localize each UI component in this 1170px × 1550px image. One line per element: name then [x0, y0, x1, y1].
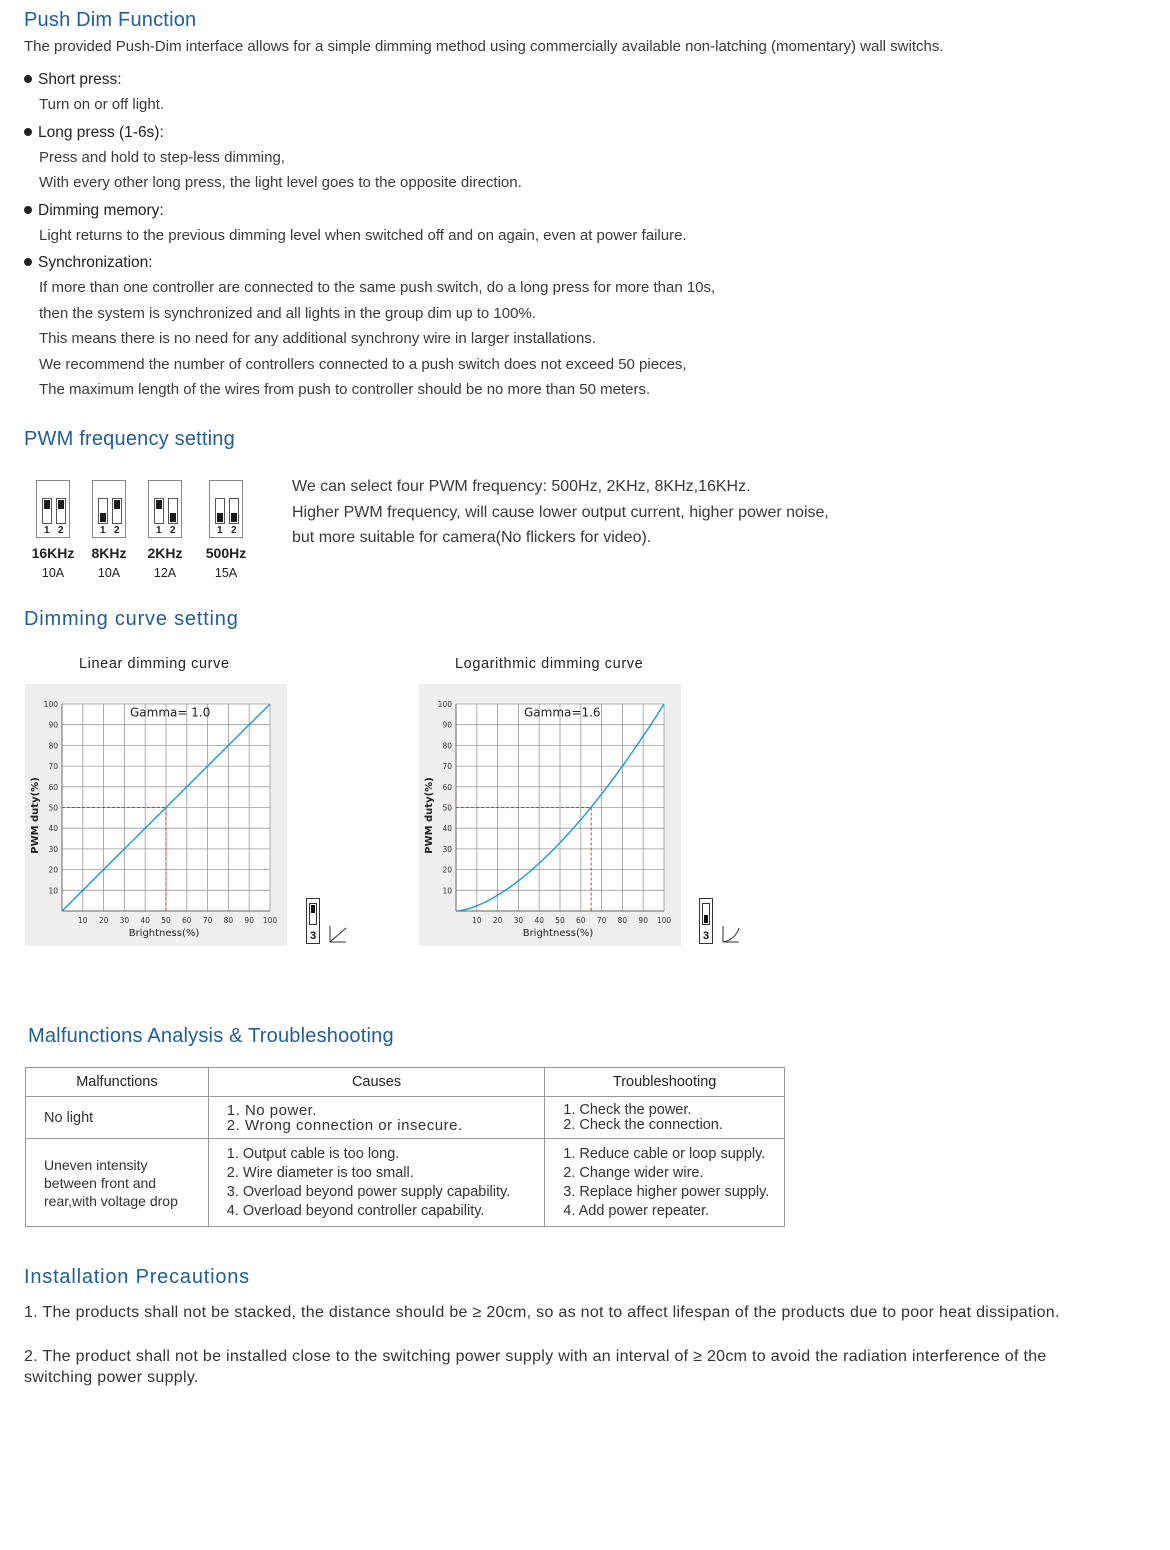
switch-number: 1 — [217, 525, 223, 536]
switch-number: 1 — [44, 525, 50, 536]
linear-chart-title: Linear dimming curve — [79, 656, 230, 672]
x-tick-label: 80 — [617, 916, 628, 925]
malfunction-cell: Uneven intensity between front and rear,with voltage drop — [44, 1156, 178, 1209]
y-tick-label: 70 — [48, 762, 58, 772]
y-tick-label: 80 — [48, 741, 58, 751]
switch-knob-down — [704, 915, 708, 923]
switch-knob-up — [44, 500, 50, 509]
linear-chart — [25, 684, 287, 946]
frequency-label: 2KHz — [147, 545, 183, 561]
x-axis-label: Brightness(%) — [128, 928, 200, 939]
switch-slot-2 — [229, 498, 239, 524]
log-chart — [419, 684, 681, 946]
bullet-icon — [24, 128, 32, 136]
current-label: 10A — [97, 566, 121, 580]
switch-knob-up — [311, 905, 315, 913]
bullet-icon — [24, 258, 32, 266]
bullet-icon — [24, 206, 32, 214]
x-tick-label: 50 — [555, 916, 565, 925]
log-curve-icon — [721, 924, 741, 944]
dip-switch-500hz — [209, 480, 243, 538]
x-tick-label: 50 — [161, 916, 171, 925]
y-tick-label: 10 — [48, 886, 58, 896]
y-axis-label: PWM duty(%) — [424, 777, 435, 854]
x-tick-label: 100 — [656, 916, 672, 925]
gamma-annotation: Gamma= 1.0 — [130, 705, 211, 720]
y-tick-label: 60 — [48, 782, 58, 792]
switch-knob-up — [156, 500, 162, 509]
long-press-text-1: Press and hold to step-less dimming, — [39, 149, 285, 166]
x-tick-label: 10 — [472, 916, 482, 925]
bullet-dimming-memory: Dimming memory: — [24, 202, 164, 220]
current-label: 15A — [214, 566, 238, 580]
malfunction-cell: No light — [44, 1109, 94, 1126]
x-tick-label: 90 — [638, 916, 648, 925]
y-tick-label: 30 — [48, 844, 58, 854]
bullet-short-press: Short press: — [24, 71, 122, 89]
switch-knob-down — [217, 513, 223, 522]
linear-curve-icon — [328, 924, 348, 944]
x-tick-label: 60 — [576, 916, 586, 925]
switch-knob-down — [170, 513, 176, 522]
y-tick-label: 80 — [442, 741, 452, 751]
malfunctions-title: Malfunctions Analysis & Troubleshooting — [28, 1025, 394, 1047]
y-tick-label: 100 — [437, 700, 452, 709]
y-tick-label: 20 — [442, 865, 452, 875]
sync-text-5: The maximum length of the wires from push to controller should be no more than 50 meters. — [39, 381, 651, 398]
installation-title: Installation Precautions — [24, 1266, 250, 1288]
x-tick-label: 70 — [202, 916, 213, 925]
frequency-label: 8KHz — [91, 545, 127, 561]
switch-slot-2 — [168, 498, 178, 524]
short-press-text: Turn on or off light. — [39, 96, 165, 113]
installation-item-2: 2. The product shall not be installed close to the switching power supply with an interval of ≥ 20cm to avoid the radiation interference of the switching power supply. — [24, 1348, 1047, 1386]
header-causes: Causes — [208, 1068, 544, 1097]
gamma-annotation: Gamma=1.6 — [524, 705, 601, 720]
switch-slot-1 — [42, 498, 52, 524]
switch-number: 2 — [114, 525, 120, 536]
frequency-label: 16KHz — [31, 545, 75, 561]
switch-knob-down — [231, 513, 237, 522]
installation-item-1: 1. The products shall not be stacked, the distance should be ≥ 20cm, so as not to affect lifespan of the products due to poor heat dissipation. — [24, 1304, 1060, 1321]
header-troubleshooting: Troubleshooting — [545, 1068, 785, 1097]
x-tick-label: 60 — [182, 916, 192, 925]
y-tick-label: 30 — [442, 844, 452, 854]
y-tick-label: 20 — [48, 865, 58, 875]
push-dim-intro: The provided Push-Dim interface allows for a simple dimming method using commercially available non-latching (momentary) wall switchs. — [24, 38, 944, 55]
pwm-title: PWM frequency setting — [24, 428, 235, 450]
table-row — [26, 1139, 785, 1227]
push-dim-title: Push Dim Function — [24, 9, 197, 31]
switch-slot-1 — [154, 498, 164, 524]
sync-text-2: then the system is synchronized and all lights in the group dim up to 100%. — [39, 305, 536, 322]
bullet-long-press: Long press (1-6s): — [24, 124, 164, 142]
switch-number: 1 — [156, 525, 162, 536]
y-tick-label: 10 — [442, 886, 452, 896]
table-header-row — [26, 1068, 785, 1097]
y-tick-label: 60 — [442, 782, 452, 792]
x-tick-label: 30 — [513, 916, 524, 925]
log-chart-title: Logarithmic dimming curve — [455, 656, 644, 672]
table-row — [26, 1097, 785, 1139]
y-tick-label: 40 — [442, 824, 452, 834]
malfunctions-table — [25, 1067, 785, 1227]
y-tick-label: 90 — [442, 720, 452, 730]
x-tick-label: 80 — [223, 916, 234, 925]
pwm-desc-1: We can select four PWM frequency: 500Hz, 2KHz, 8KHz,16KHz. — [292, 478, 751, 495]
y-tick-label: 50 — [442, 803, 452, 813]
y-tick-label: 70 — [442, 762, 452, 772]
switch-knob-down — [100, 513, 106, 522]
switch-knob-up — [58, 500, 64, 509]
dimming-memory-text: Light returns to the previous dimming level when switched off and on again, even at power failure. — [39, 227, 687, 244]
sync-text-4: We recommend the number of controllers connected to a push switch does not exceed 50 pieces, — [39, 356, 687, 373]
troubleshooting-cell: 1. Check the power. 2. Check the connection. — [563, 1101, 723, 1133]
dimming-curve-title: Dimming curve setting — [24, 608, 239, 630]
dip-switch-8khz — [92, 480, 126, 538]
causes-cell: 1. No power. 2. Wrong connection or insecure. — [226, 1101, 463, 1134]
switch-slot-2 — [56, 498, 66, 524]
x-tick-label: 30 — [119, 916, 130, 925]
x-tick-label: 70 — [596, 916, 607, 925]
bullet-icon — [24, 75, 32, 83]
pwm-desc-2: Higher PWM frequency, will cause lower output current, higher power noise, — [292, 504, 829, 521]
y-tick-label: 100 — [43, 700, 58, 709]
y-tick-label: 50 — [48, 803, 58, 813]
y-tick-label: 40 — [48, 824, 58, 834]
switch-slot-1 — [215, 498, 225, 524]
log-dip-switch-3 — [699, 898, 713, 944]
dip-switch-16khz — [36, 480, 70, 538]
linear-dip-switch-3 — [306, 898, 320, 944]
switch-number: 2 — [58, 525, 64, 536]
x-tick-label: 90 — [244, 916, 254, 925]
switch-number: 2 — [170, 525, 176, 536]
switch-number: 2 — [231, 525, 237, 536]
x-tick-label: 100 — [262, 916, 278, 925]
header-malfunctions: Malfunctions — [26, 1068, 209, 1097]
y-tick-label: 90 — [48, 720, 58, 730]
sync-text-3: This means there is no need for any additional synchrony wire in larger installations. — [39, 330, 596, 347]
current-label: 12A — [153, 566, 177, 580]
switch-label: 3 — [702, 930, 710, 942]
switch-slot-1 — [98, 498, 108, 524]
x-tick-label: 40 — [534, 916, 544, 925]
switch-label: 3 — [309, 930, 317, 942]
dip-switch-2khz — [148, 480, 182, 538]
x-tick-label: 20 — [492, 916, 503, 925]
pwm-desc-3: but more suitable for camera(No flickers for video). — [292, 529, 652, 546]
x-tick-label: 20 — [98, 916, 109, 925]
x-tick-label: 10 — [78, 916, 88, 925]
frequency-label: 500Hz — [205, 545, 247, 561]
switch-slot-2 — [112, 498, 122, 524]
troubleshooting-cell: 1. Reduce cable or loop supply. 2. Change wider wire. 3. Replace higher power supply. 4. Add power repeater. — [563, 1145, 770, 1219]
long-press-text-2: With every other long press, the light level goes to the opposite direction. — [39, 174, 522, 191]
switch-number: 1 — [100, 525, 106, 536]
causes-cell: 1. Output cable is too long. 2. Wire diameter is too small. 3. Overload beyond power supply capability. 4. Overload beyond controller capability. — [226, 1145, 511, 1219]
x-axis-label: Brightness(%) — [522, 928, 594, 939]
sync-text-1: If more than one controller are connected to the same push switch, do a long press for more than 10s, — [39, 279, 716, 296]
switch-knob-up — [114, 500, 120, 509]
y-axis-label: PWM duty(%) — [30, 777, 41, 854]
bullet-synchronization: Synchronization: — [24, 254, 153, 272]
x-tick-label: 40 — [140, 916, 150, 925]
current-label: 10A — [41, 566, 65, 580]
